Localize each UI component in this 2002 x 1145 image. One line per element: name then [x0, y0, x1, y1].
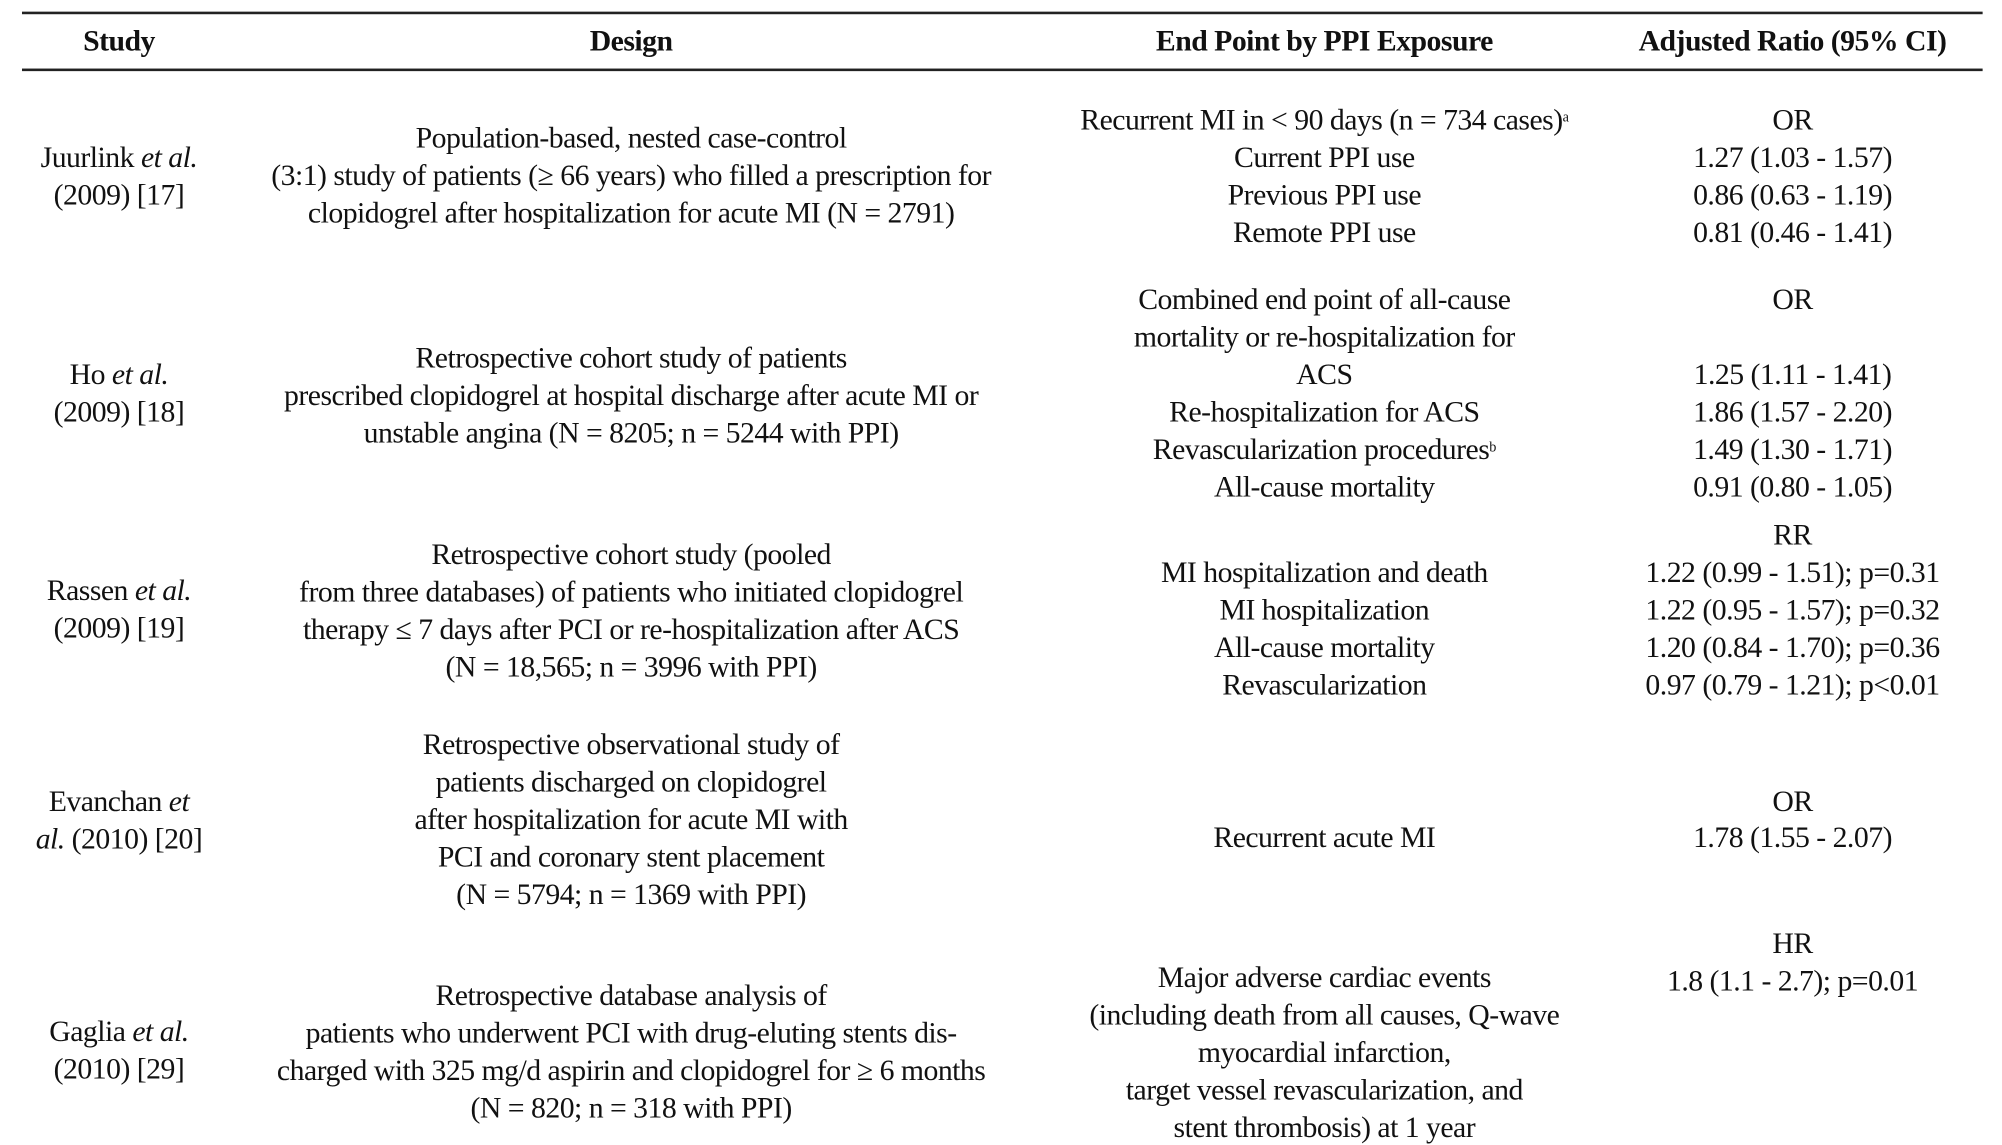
- header-study: Study: [83, 24, 155, 57]
- design-line: clopidogrel after hospitalization for acute MI (N = 2791): [307, 196, 955, 229]
- endpoint-line: Recurrent acute MI: [1213, 821, 1436, 854]
- endpoint-line: target vessel revascularization, and: [1125, 1073, 1523, 1106]
- study-author: Gaglia: [49, 1015, 133, 1048]
- study-name: [70, 358, 169, 392]
- header-endpoint: End Point by PPI Exposure: [1155, 24, 1493, 57]
- design-line: PCI and coronary stent placement: [437, 840, 825, 873]
- ratio-type: HR: [1772, 927, 1813, 960]
- ratio-value: 1.22 (0.95 - 1.57); p=0.32: [1645, 593, 1940, 626]
- study-etal: et al.: [132, 1015, 189, 1048]
- ratio-value: 0.86 (0.63 - 1.19): [1693, 178, 1892, 211]
- ratio-type: RR: [1773, 518, 1812, 551]
- design-line: from three databases) of patients who initiated clopidogrel: [299, 575, 964, 608]
- study-ref: (2009) [19]: [53, 611, 185, 645]
- endpoint-line: Remote PPI use: [1232, 215, 1416, 249]
- endpoint-line: Combined end point of all-cause: [1138, 283, 1511, 316]
- design-line: after hospitalization for acute MI with: [414, 803, 848, 836]
- design-line: (N = 18,565; n = 3996 with PPI): [445, 650, 817, 683]
- design-line: patients who underwent PCI with drug-eluting stents dis-: [305, 1016, 957, 1049]
- footnote-marker: b: [1489, 439, 1496, 456]
- ratio-value: 1.22 (0.99 - 1.51); p=0.31: [1645, 556, 1940, 589]
- endpoint-line: All-cause mortality: [1214, 631, 1435, 664]
- endpoint-line: Re-hospitalization for ACS: [1169, 395, 1480, 429]
- ratio-value: 1.78 (1.55 - 2.07): [1693, 821, 1892, 854]
- endpoint-line: MI hospitalization: [1219, 593, 1430, 626]
- ratio-value: 1.20 (0.84 - 1.70); p=0.36: [1645, 631, 1940, 664]
- endpoint-line: ACS: [1296, 358, 1353, 391]
- endpoint-line: mortality or re-hospitalization for: [1133, 320, 1515, 354]
- ratio-value: 1.49 (1.30 - 1.71): [1693, 433, 1892, 466]
- ratio-type: OR: [1772, 103, 1813, 136]
- endpoint-line: myocardial infarction,: [1197, 1035, 1451, 1069]
- ratio-value: 1.8 (1.1 - 2.7); p=0.01: [1666, 964, 1919, 998]
- ratio-type: OR: [1772, 283, 1813, 316]
- design-line: (3:1) study of patients (≥ 66 years) who filled a prescription for: [271, 159, 992, 192]
- study-name: [41, 141, 198, 175]
- design-line: Retrospective observational study of: [422, 728, 840, 761]
- ratio-type: OR: [1772, 785, 1813, 818]
- header-ratio: Adjusted Ratio (95% CI): [1638, 24, 1947, 57]
- study-ref: (2010) [29]: [53, 1052, 185, 1086]
- study-etal: al.: [35, 822, 65, 855]
- endpoint-line: MI hospitalization and death: [1160, 556, 1488, 589]
- header-design: Design: [589, 24, 673, 57]
- study-year: (2010) [20]: [64, 822, 203, 855]
- endpoint-text: Revascularization procedures: [1152, 433, 1490, 466]
- study-etal: et: [168, 785, 190, 818]
- study-etal: et al.: [134, 574, 192, 607]
- study-name: [49, 1015, 188, 1049]
- endpoint-line: Current PPI use: [1234, 140, 1415, 174]
- header-rule: [22, 69, 1983, 72]
- design-line: Retrospective cohort study of patients: [415, 341, 847, 374]
- endpoint-line: All-cause mortality: [1214, 470, 1435, 504]
- study-etal: et al.: [111, 358, 169, 391]
- ratio-value: 0.97 (0.79 - 1.21); p<0.01: [1645, 668, 1940, 701]
- design-line: patients discharged on clopidogrel: [435, 765, 827, 798]
- study-ref: (2009) [18]: [53, 395, 185, 429]
- design-line: (N = 820; n = 318 with PPI): [470, 1091, 792, 1124]
- study-name: [49, 785, 190, 819]
- study-ref: (2009) [17]: [53, 178, 185, 211]
- top-rule: [22, 12, 1983, 15]
- ratio-value: 0.91 (0.80 - 1.05): [1693, 470, 1892, 504]
- study-author: Ho: [69, 358, 112, 391]
- design-line: charged with 325 mg/d aspirin and clopidogrel for ≥ 6 months: [276, 1054, 986, 1087]
- design-line: Retrospective database analysis of: [435, 979, 827, 1012]
- study-author: Rassen: [46, 574, 135, 607]
- endpoint-line: [1153, 433, 1496, 467]
- endpoint-line: (including death from all causes, Q-wave: [1089, 998, 1560, 1031]
- study-name: [47, 574, 191, 608]
- study-etal: et al.: [140, 140, 198, 174]
- study-author: Juurlink: [40, 140, 141, 174]
- endpoint-line: Revascularization: [1222, 668, 1427, 701]
- endpoint-line: Previous PPI use: [1227, 178, 1422, 211]
- study-author: Evanchan: [48, 785, 169, 818]
- design-line: unstable angina (N = 8205; n = 5244 with PPI): [363, 416, 899, 449]
- design-line: therapy ≤ 7 days after PCI or re-hospitalization after ACS: [303, 613, 960, 646]
- design-line: (N = 5794; n = 1369 with PPI): [456, 878, 807, 911]
- design-line: prescribed clopidogrel at hospital discharge after acute MI or: [284, 378, 979, 412]
- design-line: Population-based, nested case-control: [415, 121, 847, 154]
- study-ref: [36, 823, 203, 857]
- ratio-value: 0.81 (0.46 - 1.41): [1693, 215, 1892, 249]
- ratio-value: 1.86 (1.57 - 2.20): [1693, 395, 1892, 429]
- design-line: Retrospective cohort study (pooled: [431, 538, 831, 571]
- endpoint-text: Recurrent MI in < 90 days (n = 734 cases): [1080, 103, 1563, 136]
- footnote-marker: a: [1562, 109, 1569, 126]
- ratio-value: 1.27 (1.03 - 1.57): [1693, 140, 1892, 174]
- endpoint-line: stent thrombosis) at 1 year: [1173, 1110, 1476, 1144]
- endpoint-line: Major adverse cardiac events: [1157, 960, 1491, 994]
- endpoint-line: [1080, 103, 1568, 137]
- ratio-value: 1.25 (1.11 - 1.41): [1693, 358, 1892, 391]
